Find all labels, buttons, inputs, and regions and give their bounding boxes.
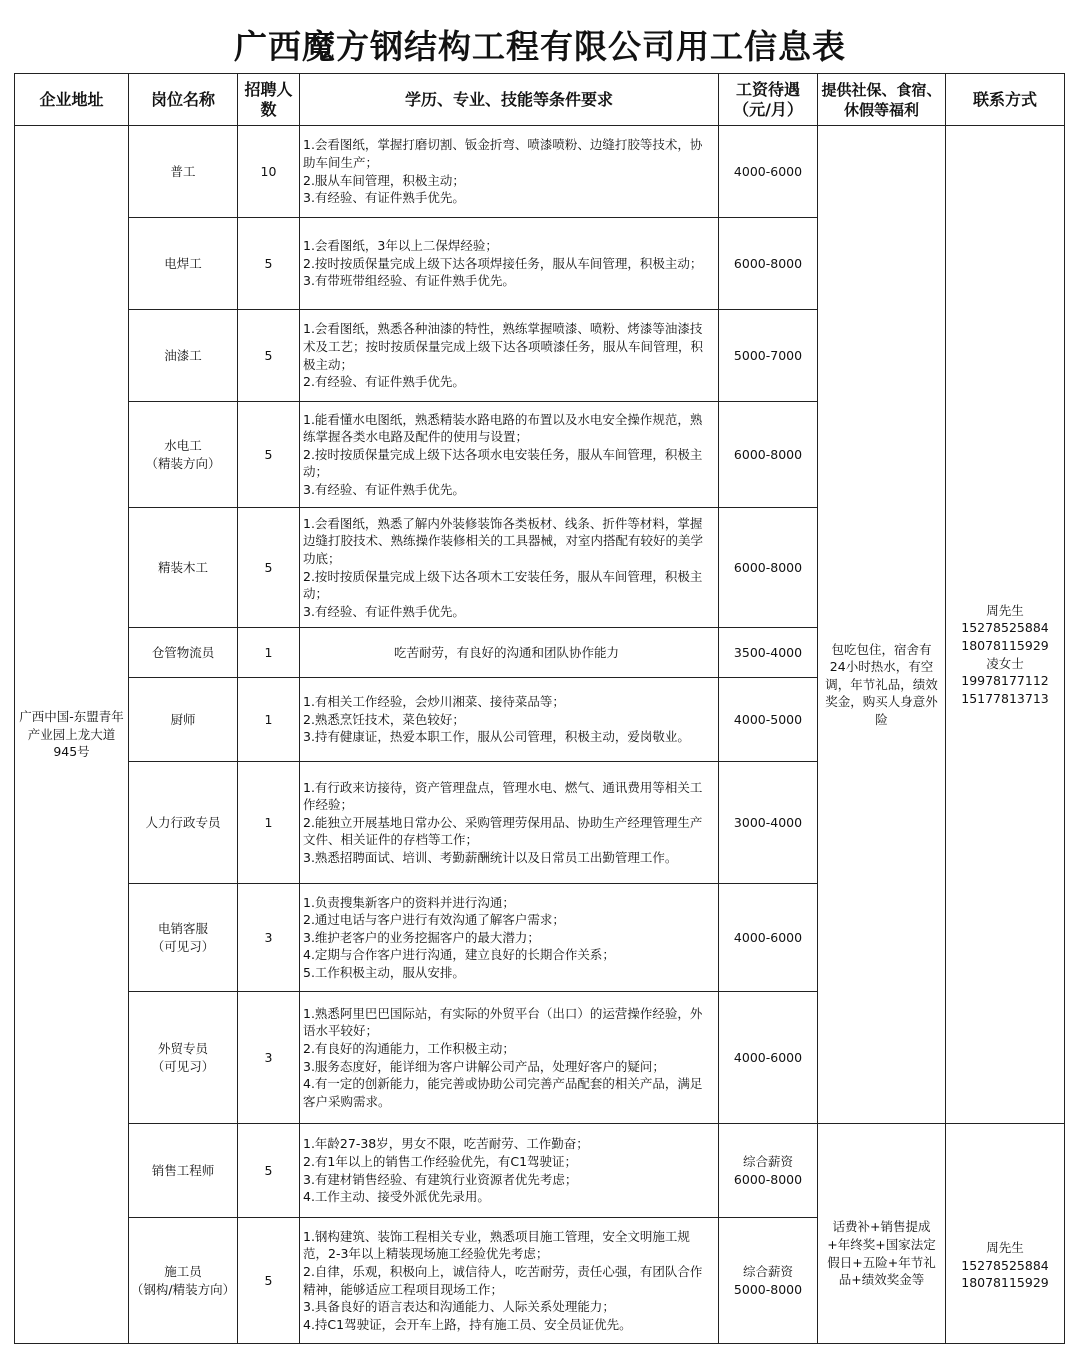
requirements [300, 310, 719, 402]
requirement-line: 3.服务态度好，能详细为客户讲解公司产品，处理好客户的疑问； [303, 1058, 665, 1074]
hiring-count: 1 [238, 678, 300, 762]
salary-text: 4000-6000 [733, 163, 803, 179]
requirement-line: 3.有经验、有证件熟手优先。 [303, 481, 465, 497]
position-name [129, 762, 238, 884]
header-position: 岗位名称 [129, 74, 238, 126]
hiring-count: 3 [238, 884, 300, 992]
salary-text: 5000-7000 [733, 347, 803, 363]
requirements [300, 126, 719, 218]
position-name-text: 人力行政专员 [145, 814, 221, 830]
requirement-line: 4.工作主动、接受外派优先录用。 [303, 1189, 490, 1205]
requirement-line: 2.有1年以上的销售工作经验优先，有C1驾驶证； [303, 1153, 578, 1169]
requirement-line: 5.工作积极主动，服从安排。 [303, 964, 465, 980]
requirement-line: 1.会看图纸，3年以上二保焊经验； [303, 238, 498, 254]
position-name [129, 628, 238, 678]
requirement-line: 3.维护老客户的业务挖掘客户的最大潜力； [303, 929, 540, 945]
hiring-count: 3 [238, 992, 300, 1124]
requirement-line: 3.有建材销售经验、有建筑行业资源者优先考虑； [303, 1171, 578, 1187]
position-name [129, 884, 238, 992]
contact-cell [946, 1124, 1065, 1344]
salary [719, 678, 818, 762]
position-name-text: 电销客服 （可见习） [151, 920, 215, 954]
salary-text: 综合薪资 5000-8000 [733, 1263, 803, 1297]
requirement-line: 4.持C1驾驶证，会开车上路，持有施工员、安全员证优先。 [303, 1316, 632, 1332]
requirements [300, 884, 719, 992]
header-requirements: 学历、专业、技能等条件要求 [300, 74, 719, 126]
welfare-text: 话费补+销售提成+年终奖+国家法定假日+五险+年节礼品+绩效奖金等 [827, 1219, 936, 1288]
requirements [300, 1124, 719, 1218]
requirement-line: 4.有一定的创新能力，能完善或协助公司完善产品配套的相关产品，满足客户采购需求。 [303, 1076, 703, 1109]
position-name [129, 992, 238, 1124]
header-contact: 联系方式 [946, 74, 1065, 126]
requirement-line: 3.有经验、有证件熟手优先。 [303, 190, 465, 206]
salary [719, 628, 818, 678]
position-name [129, 678, 238, 762]
hiring-count: 10 [238, 126, 300, 218]
position-name [129, 508, 238, 628]
salary-text: 4000-6000 [733, 1049, 803, 1065]
salary [719, 508, 818, 628]
hiring-count: 5 [238, 218, 300, 310]
hiring-count: 5 [238, 508, 300, 628]
hiring-count: 1 [238, 762, 300, 884]
requirements [300, 1218, 719, 1344]
salary [719, 126, 818, 218]
position-name [129, 218, 238, 310]
requirement-line: 3.具备良好的语言表达和沟通能力、人际关系处理能力； [303, 1299, 615, 1315]
requirements [300, 678, 719, 762]
requirements [300, 992, 719, 1124]
requirement-line: 1.年龄27-38岁，男女不限，吃苦耐劳、工作勤奋； [303, 1136, 589, 1152]
requirement-line: 1.熟悉阿里巴巴国际站，有实际的外贸平台（出口）的运营操作经验，外语水平较好； [303, 1005, 703, 1039]
position-name [129, 126, 238, 218]
position-name [129, 1218, 238, 1344]
requirement-line: 3.持有健康证，热爱本职工作，服从公司管理，积极主动，爱岗敬业。 [303, 729, 690, 745]
hiring-count: 5 [238, 310, 300, 402]
requirement-line: 2.按时按质保量完成上级下达各项焊接任务，服从车间管理，积极主动； [303, 255, 703, 271]
position-name-text: 电焊工 [164, 255, 202, 271]
requirement-line: 2.熟悉烹饪技术，菜色较好； [303, 711, 465, 727]
requirement-line: 2.有良好的沟通能力，工作积极主动； [303, 1040, 515, 1056]
salary [719, 762, 818, 884]
requirement-line: 1.会看图纸，熟悉各种油漆的特性，熟练掌握喷漆、喷粉、烤漆等油漆技术及工艺；按时按质保量完成上级下达各项喷漆任务，服从车间管理，积极主动； [303, 321, 704, 372]
contact-text: 周先生 15278525884 18078115929 [961, 1240, 1049, 1291]
header-row [15, 74, 1065, 126]
position-name-text: 厨师 [170, 711, 196, 727]
requirement-line: 3.熟悉招聘面试、培训、考勤薪酬统计以及日常员工出勤管理工作。 [303, 849, 678, 865]
salary-text: 3000-4000 [733, 814, 803, 830]
salary-text: 3500-4000 [733, 644, 803, 660]
requirement-line: 2.按时按质保量完成上级下达各项木工安装任务，服从车间管理，积极主动； [303, 568, 703, 602]
salary [719, 992, 818, 1124]
salary [719, 310, 818, 402]
hiring-count: 1 [238, 628, 300, 678]
salary-text: 综合薪资 6000-8000 [733, 1153, 803, 1187]
salary-text: 4000-5000 [733, 711, 803, 727]
requirement-line: 3.有经验、有证件熟手优先。 [303, 603, 465, 619]
requirement-line: 4.定期与合作客户进行沟通，建立良好的长期合作关系； [303, 947, 615, 963]
position-name [129, 402, 238, 508]
header-count: 招聘人数 [238, 74, 300, 126]
requirement-line: 1.会看图纸，熟悉了解内外装修装饰各类板材、线条、折件等材料，掌握边缝打胶技术、熟练操作装修相关的工具器械，对室内搭配有较好的美学功底； [303, 515, 704, 566]
requirements [300, 762, 719, 884]
position-name-text: 普工 [170, 163, 196, 179]
company-address: 广西中国-东盟青年产业园上龙大道945号 [15, 126, 129, 1344]
position-name [129, 310, 238, 402]
requirements [300, 628, 719, 678]
requirement-line: 2.有经验、有证件熟手优先。 [303, 374, 465, 390]
salary [719, 1124, 818, 1218]
requirement-line: 1.负责搜集新客户的资料并进行沟通； [303, 894, 515, 910]
welfare-cell [818, 126, 946, 1124]
recruitment-table [14, 73, 1065, 1344]
requirement-line: 2.通过电话与客户进行有效沟通了解客户需求； [303, 912, 565, 928]
hiring-count: 5 [238, 402, 300, 508]
requirement-line: 2.服从车间管理，积极主动； [303, 172, 465, 188]
requirements [300, 402, 719, 508]
requirements [300, 218, 719, 310]
hiring-count: 5 [238, 1218, 300, 1344]
requirement-line: 2.能独立开展基地日常办公、采购管理劳保用品、协助生产经理管理生产文件、相关证件的存档等工作； [303, 814, 703, 848]
salary [719, 884, 818, 992]
position-name-text: 销售工程师 [151, 1162, 215, 1178]
requirement-line: 1.有行政来访接待，资产管理盘点，管理水电、燃气、通讯费用等相关工作经验； [303, 779, 703, 813]
salary [719, 1218, 818, 1344]
requirement-line: 2.自律，乐观，积极向上，诚信待人，吃苦耐劳，责任心强，有团队合作精神，能够适应工程项目现场工作； [303, 1263, 703, 1297]
page-title: 广西魔方钢结构工程有限公司用工信息表 [234, 27, 846, 66]
salary [719, 402, 818, 508]
requirement-line: 1.钢构建筑、装饰工程相关专业，熟悉项目施工管理，安全文明施工规范，2-3年以上精装现场施工经验优先考虑； [303, 1228, 690, 1262]
header-address: 企业地址 [15, 74, 129, 126]
position-name-text: 精装木工 [157, 559, 208, 575]
table-row [15, 1124, 1065, 1218]
contact-cell [946, 126, 1065, 1124]
salary-text: 6000-8000 [733, 255, 803, 271]
salary-text: 6000-8000 [733, 559, 803, 575]
welfare-text: 包吃包住，宿舍有24小时热水，有空调，年节礼品，绩效奖金，购买人身意外险 [825, 641, 938, 727]
header-welfare: 提供社保、食宿、休假等福利 [818, 74, 946, 126]
position-name-text: 水电工 （精装方向） [145, 437, 221, 471]
salary-text: 6000-8000 [733, 446, 803, 462]
table-row [15, 126, 1065, 218]
position-name-text: 外贸专员 （可见习） [151, 1040, 215, 1074]
requirement-line: 1.会看图纸，掌握打磨切割、钣金折弯、喷漆喷粉、边缝打胶等技术，协助车间生产； [303, 137, 703, 170]
requirement-line: 1.能看懂水电图纸，熟悉精装水路电路的布置以及水电安全操作规范，熟练掌握各类水电路及配件的使用与设置； [303, 411, 703, 445]
salary [719, 218, 818, 310]
position-name-text: 施工员 （钢构/精装方向） [130, 1263, 236, 1297]
position-name [129, 1124, 238, 1218]
requirement-line: 1.有相关工作经验，会炒川湘菜、接待菜品等； [303, 694, 565, 710]
requirement-line: 3.有带班带组经验、有证件熟手优先。 [303, 273, 515, 289]
position-name-text: 油漆工 [164, 347, 202, 363]
position-name-text: 仓管物流员 [151, 644, 215, 660]
welfare-cell [818, 1124, 946, 1344]
requirements [300, 508, 719, 628]
contact-text: 周先生 15278525884 18078115929 凌女士 19978177112 15177813713 [961, 602, 1049, 706]
hiring-count: 5 [238, 1124, 300, 1218]
header-salary: 工资待遇（元/月） [719, 74, 818, 126]
requirement-line: 2.按时按质保量完成上级下达各项水电安装任务，服从车间管理，积极主动； [303, 446, 703, 480]
salary-text: 4000-6000 [733, 929, 803, 945]
requirement-line: 吃苦耐劳，有良好的沟通和团队协作能力 [393, 644, 619, 660]
